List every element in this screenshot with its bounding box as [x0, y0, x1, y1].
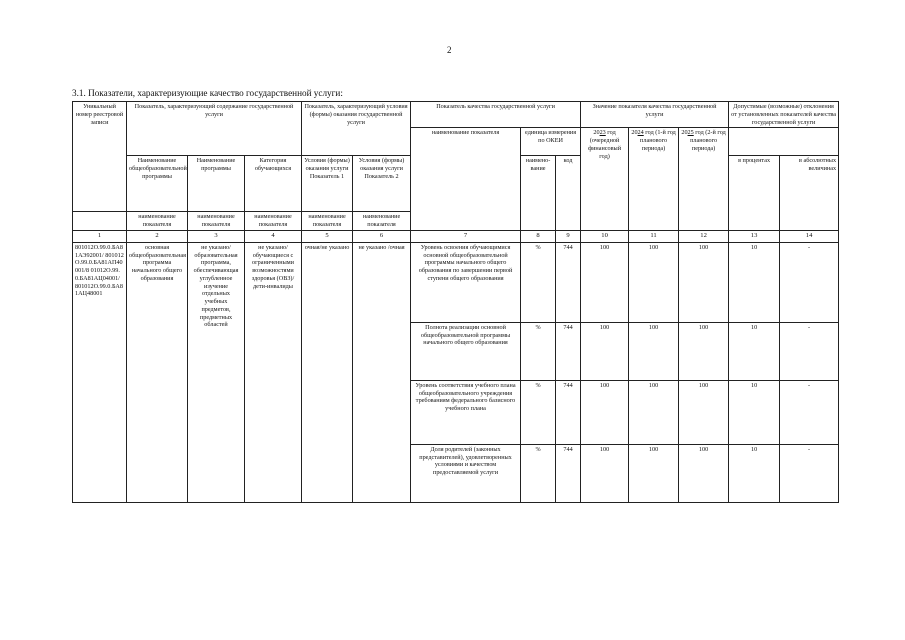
indicator-percent: 10 [729, 322, 780, 380]
col-number: 6 [353, 230, 411, 242]
section-heading: 3.1. Показатели, характеризующие качество государственной услуги: [72, 88, 343, 98]
header-percent: в процентах [729, 156, 780, 231]
header-indname-4: наименование показателя [245, 212, 302, 231]
record-program-name: не указано/ образовательная программа, обеспечивающая углубленное изучение отдельных учебных предметов, предметных областей [188, 242, 245, 502]
page-number: 2 [447, 45, 452, 55]
header-year-3: 2025 год (2-й год планового периода) [679, 128, 729, 231]
col-number: 8 [521, 230, 556, 242]
header-deviations: Допустимые (возможные) отклонения от установленных показателей качества государственной услуги [729, 102, 839, 128]
header-unit-code: код [556, 156, 581, 231]
table-row [73, 242, 839, 322]
col-number: 9 [556, 230, 581, 242]
record-condition-1: очная/не указано [302, 242, 353, 502]
indicator-value-2: 100 [629, 380, 679, 444]
indicator-value-2: 100 [629, 444, 679, 502]
header-sub-condition-2: Условия (формы) оказания услуги Показатель 2 [353, 156, 411, 212]
col-number: 14 [780, 230, 839, 242]
header-quality-indicator: Показатель качества государственной услуги [411, 102, 581, 128]
indicator-unit: % [521, 444, 556, 502]
col-number: 2 [127, 230, 188, 242]
indicator-percent: 10 [729, 242, 780, 322]
record-code: 801012О.99.0.БА81АЭ92001/ 801012О.99.0.БА81АП40001/8 01012О.99.0.БА81АЦ04001/ 801012О.99.0.БА81АЦ48001 [73, 242, 127, 502]
col-number: 7 [411, 230, 521, 242]
quality-indicators-table [72, 101, 839, 503]
indicator-name: Уровень освоения обучающимися основной общеобразовательной программы начального общего образования по завершении первой ступени общего образования [411, 242, 521, 322]
indicator-name: Полнота реализации основной общеобразовательной программы начального общего образования [411, 322, 521, 380]
indicator-percent: 10 [729, 444, 780, 502]
col-number: 10 [581, 230, 629, 242]
indicator-absolute: - [780, 444, 839, 502]
col-number: 4 [245, 230, 302, 242]
indicator-value-2: 100 [629, 242, 679, 322]
record-condition-2: не указано /очная [353, 242, 411, 502]
header-year-1: 2023 год (очередной финансовый год) [581, 128, 629, 231]
header-unit: единица измерения по ОКЕИ [521, 128, 581, 156]
col-number: 12 [679, 230, 729, 242]
record-program: основная общеобразовательная программа начального общего образования [127, 242, 188, 502]
header-unique-number: Уникальный номер реестровой записи [73, 102, 127, 212]
indicator-absolute: - [780, 242, 839, 322]
header-indname-3: наименование показателя [188, 212, 245, 231]
indicator-code: 744 [556, 444, 581, 502]
indicator-value-1: 100 [581, 322, 629, 380]
header-indicator-name: наименование показателя [411, 128, 521, 231]
header-indname-6: наименование показателя [353, 212, 411, 231]
indicator-unit: % [521, 242, 556, 322]
record-category: не указано/обучающиеся с ограниченными возможностями здоровья (ОВЗ)/дети-инвалиды [245, 242, 302, 502]
header-sub-condition-1: Условия (формы) оказания услуги Показатель 1 [302, 156, 353, 212]
indicator-name: Уровень соответствия учебного плана общеобразовательного учреждения требованиям федерального базисного учебного плана [411, 380, 521, 444]
header-content-indicator: Показатель, характеризующий содержание государственной услуги [127, 102, 302, 156]
indicator-absolute: - [780, 380, 839, 444]
header-year-2: 2024 год (1-й год планового периода) [629, 128, 679, 231]
header-absolute: в абсолютных величинах [780, 156, 839, 231]
header-indname-5: наименование показателя [302, 212, 353, 231]
indicator-percent: 10 [729, 380, 780, 444]
indicator-code: 744 [556, 322, 581, 380]
indicator-value-3: 100 [679, 380, 729, 444]
col-number: 5 [302, 230, 353, 242]
header-sub-program: Наименование общеобразовательной программы [127, 156, 188, 212]
indicator-value-2: 100 [629, 322, 679, 380]
indicator-name: Доля родителей (законных представителей), удовлетворенных условиями и качеством предоставляемой услуги [411, 444, 521, 502]
indicator-absolute: - [780, 322, 839, 380]
indicator-unit: % [521, 380, 556, 444]
header-sub-program-name: Наименование программы [188, 156, 245, 212]
header-indname-2: наименование показателя [127, 212, 188, 231]
indicator-code: 744 [556, 380, 581, 444]
indicator-unit: % [521, 322, 556, 380]
indicator-value-1: 100 [581, 380, 629, 444]
indicator-value-1: 100 [581, 444, 629, 502]
indicator-value-3: 100 [679, 242, 729, 322]
col-number: 1 [73, 230, 127, 242]
header-sub-category: Категория обучающихся [245, 156, 302, 212]
header-unit-name: наимено-вание [521, 156, 556, 231]
col-number: 3 [188, 230, 245, 242]
header-conditions-indicator: Показатель, характеризующий условия (формы) оказания государственной услуги [302, 102, 411, 156]
indicator-value-3: 100 [679, 322, 729, 380]
indicator-value-1: 100 [581, 242, 629, 322]
indicator-code: 744 [556, 242, 581, 322]
header-quality-value: Значение показателя качества государственной услуги [581, 102, 729, 128]
col-number: 13 [729, 230, 780, 242]
col-number: 11 [629, 230, 679, 242]
indicator-value-3: 100 [679, 444, 729, 502]
